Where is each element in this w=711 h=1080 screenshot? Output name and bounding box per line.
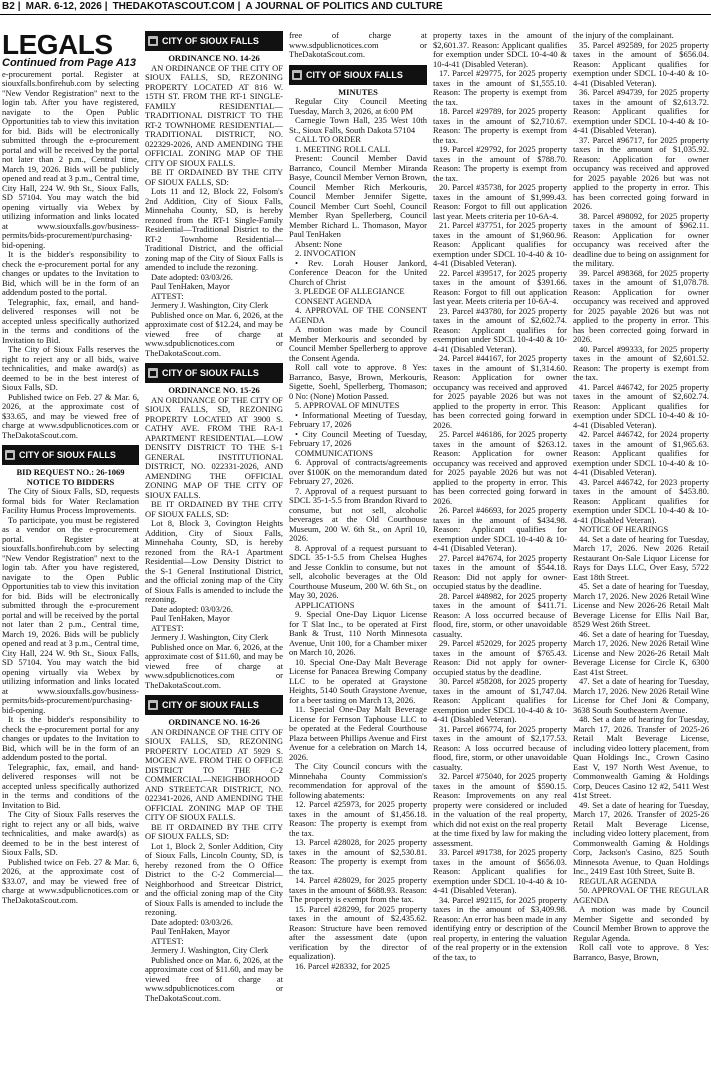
bid-paragraph: The City of Sioux Falls reserves the right to reject any or all bids, waive technicalities, and make award(s) as deemed to be in the best interest of Sioux Falls, SD. bbox=[2, 809, 139, 857]
intro-paragraph: It is the bidder's responsibility to check the e-procurement portal for any changes or updates to the Invitation to Bid, which will be in the form of an addendum posted to the portal. bbox=[2, 249, 139, 297]
ordinance-published: Published once on Mar. 6, 2026, at the approximate cost of $11.60, and may be viewed free of charge at www.sdpublicnotices.com or TheDakotaScout.com. bbox=[145, 954, 283, 1003]
hearing-item: 38. Parcel #98092, for 2025 property taxes in the amount of $962.11. Reason: Application for owner occupancy was received after the deadline due to being on assignment for the military. bbox=[573, 210, 709, 268]
city-seal-icon bbox=[148, 36, 158, 46]
city-seal-icon bbox=[5, 450, 15, 460]
abatement-item: 22. Parcel #39517, for 2025 property taxes in the amount of $391.66. Reason: Forgot to fill out application last year. Meets criteria per 10-6A-4. bbox=[433, 267, 567, 306]
masthead: B2 | MAR. 6-12, 2026 | THEDAKOTASCOUT.COM | A JOURNAL OF POLITICS AND CULTURE bbox=[0, 0, 711, 15]
city-seal-icon bbox=[148, 700, 158, 710]
minutes-paragraph: 13. Parcel #28028, for 2025 property taxes in the amount of $2,530.81. Reason: The property is exempt from the tax. bbox=[289, 837, 427, 876]
abatement-item: 19. Parcel #29792, for 2025 property taxes in the amount of $788.70. Reason: The property is exempt from the tax. bbox=[433, 144, 567, 183]
abatement-item: 30. Parcel #58208, for 2025 property taxes in the amount of $1,747.04. Reason: Applicant qualifies for exemption under SDCL 10-4-40 & 10-4-41 (Disabled Veteran). bbox=[433, 676, 567, 724]
page-number: B2 bbox=[2, 1, 15, 12]
column-3 bbox=[289, 31, 427, 1079]
minutes-paragraph: A motion was made by Council Member Merkouris and seconded by Council Member Spellerberg to approve the Consent Agenda. bbox=[289, 324, 427, 363]
minutes-paragraph: Absent: None bbox=[295, 238, 342, 249]
ordinance-mayor: Paul TenHaken, Mayor bbox=[151, 281, 230, 291]
minutes-paragraph: APPLICATIONS bbox=[295, 599, 355, 610]
ordinance-text: Lots 11 and 12, Block 22, Folsom's 2nd Addition, City of Sioux Falls, Minnehaha County, SD, is hereby rezoned from the RT-1 Single-Family Residential—Traditional District to the RT-2 Townhome Residential—Traditional District, and the official zoning map of the City of Sioux Falls is amended to include the rezoning. bbox=[145, 186, 283, 272]
abatement-item: 20. Parcel #35738, for 2025 property taxes in the amount of $1,999.43. Reason: Forgot to fill out application last year. Meets criteria per 10-6A-4. bbox=[433, 182, 567, 221]
minutes-paragraph: Carnegie Town Hall, 235 West 10th St., Sioux Falls, South Dakota 57104 bbox=[289, 115, 427, 135]
hearing-item: 49. Set a date of hearing for Tuesday, March 17, 2026. Transfer of 2025-26 Retail Malt Beverage License, including video lottery placement, from Commonwealth Gaming & Holdings Corp, Jackson's Casino, 825 South Minnesota Avenue, to Quan Holdings Inc., 2419 East 10th Street, Suite B. bbox=[573, 799, 709, 876]
minutes-paragraph: 14. Parcel #28029, for 2025 property taxes in the amount of $688.93. Reason: The property is exempt from the tax. bbox=[289, 875, 427, 904]
minutes-paragraph: Regular City Council Meeting Tuesday, March 3, 2026, at 6:00 PM bbox=[289, 96, 427, 116]
ordinance-attest: ATTEST: bbox=[151, 622, 184, 633]
intro-paragraph: The City of Sioux Falls reserves the right to reject any or all bids, waive technicalities, and make award(s) as deemed to be in the best interest of Sioux Falls, SD. bbox=[2, 344, 139, 392]
hearing-item: 46. Set a date of hearing for Tuesday, March 17, 2026. New 2026 Retail Wine License and New 2026-26 Retail Malt Beverage License for Circle K, 6300 East 41st Street. bbox=[573, 628, 709, 677]
ordinance-attest: ATTEST: bbox=[151, 935, 184, 946]
ordinance-published: Published once on Mar. 6, 2026, at the approximate cost of $12.24, and may be viewed free of charge at www.sdpublicnotices.com or TheDakotaScout.com. bbox=[145, 309, 283, 358]
minutes-paragraph: Roll call vote to approve. 8 Yes: Barranco, Basye, Brown, Merkouris, Sigette, Soehl, Spellerberg, Thomason; 0 No: (None) Motion Passed. bbox=[289, 362, 427, 401]
ordinance-published: Published once on Mar. 6, 2026, at the approximate cost of $11.60, and may be viewed free of charge at www.sdpublicnotices.com or TheDakotaScout.com. bbox=[145, 641, 283, 690]
hearing-item: 48. Set a date of hearing for Tuesday, March 17, 2026. Transfer of 2025-26 Retail Malt Beverage License, including video lottery placement, from Quan Holdings Inc., Crown Casino East V, 197 North West Avenue, to Commonwealth Gaming & Holdings Corp, Deuces Casino 12 #2, 5411 West 41st Street. bbox=[573, 714, 709, 800]
ordinance-adopted: Date adopted: 03/03/26. bbox=[151, 916, 233, 927]
abatement-list bbox=[433, 31, 567, 962]
bid-paragraph: To participate, you must be registered as a vendor on the e-procurement portal. Register at siouxfalls.bonfirehub.com by selecting "New Vendor Registration" next to the login tab. After you have registered, navigate to the Open Public Opportunities tab to view this invitation for bid. Bids will be electronically submitted through the e-procurement portal and will be received by the portal not later than 2 p.m., Central time, March 19, 2026. Bids will be publicly opened and read at 3 p.m., Central time, City Hall, 224 W. 9th St., Sioux Falls, SD 57104. You may watch the bid opening virtually via Webex by utilizing information and links located at www.siouxfalls.gov/business-permits/bids-procurement/purchasing-bid-opening. bbox=[2, 514, 139, 715]
abatement-item: 21. Parcel #37751, for 2025 property taxes in the amount of $1,960.96. Reason: Applicant qualifies for exemption under SDCL 10-4-40 & 10-4-41 (Disabled Veteran). bbox=[433, 220, 567, 268]
ordinance-title: ORDINANCE NO. 16-26 bbox=[168, 717, 260, 727]
ordinance-mayor: Paul TenHaken, Mayor bbox=[151, 613, 230, 623]
minutes-paragraph: COMMUNICATIONS bbox=[295, 447, 373, 458]
minutes-paragraph: CALL TO ORDER bbox=[295, 134, 361, 144]
ordinance-mayor: Paul TenHaken, Mayor bbox=[151, 926, 230, 936]
ordinance-attest: ATTEST: bbox=[151, 290, 184, 301]
abatement-item: 27. Parcel #47674, for 2025 property taxes in the amount of $544.18. Reason: Did not apply for owner-occupied status by the deadline. bbox=[433, 552, 567, 591]
minutes-paragraph: • Rev. Lorah Houser Jankord, Conference Deacon for the United Church of Christ bbox=[289, 257, 427, 287]
minutes-paragraph: 10. Special One-Day Malt Beverage License for Panacea Brewing Company LLC to be operated at Graystone Heights, 5140 South Graystone Avenue, for a beer tasting on March 13, 2026. bbox=[289, 656, 427, 705]
abatement-item: 31. Parcel #66774, for 2025 property taxes in the amount of $2,177.53. Reason: A loss occurred because of flood, fire, storm, or other unavoidable casualty. bbox=[433, 723, 567, 772]
ordinance-clerk: Jermery J. Washington, City Clerk bbox=[151, 632, 269, 642]
minutes-paragraph: 2. INVOCATION bbox=[295, 248, 356, 258]
column-4 bbox=[433, 31, 567, 1079]
bid-paragraph: It is the bidder's responsibility to check the e-procurement portal for any changes or updates to the Invitation to Bid, which will be in the form of an addendum posted to the portal. bbox=[2, 714, 139, 762]
hearing-item: Roll call vote to approve. 8 Yes: Barranco, Basye, Brown, bbox=[573, 942, 709, 962]
abatement-item: 33. Parcel #91738, for 2025 property taxes in the amount of $656.03. Reason: Applicant qualifies for exemption under SDCL 10-4-40 & 10-4-41 (Disabled Veteran). bbox=[433, 847, 567, 895]
minutes-paragraph: • Informational Meeting of Tuesday, February 17, 2026 bbox=[289, 409, 427, 429]
ordinance-clerk: Jermery J. Washington, City Clerk bbox=[151, 945, 269, 955]
ordinance-body: AN ORDINANCE OF THE CITY OF SIOUX FALLS, SD, REZONING PROPERTY LOCATED AT 5929 S. MOGEN AVE. FROM THE O OFFICE DISTRICT TO THE C-2 COMMERCIAL—NEIGHBORHOOD AND STREETCAR DISTRICT, NO. 022341-2026, AND AMENDING THE OFFICIAL ZONING MAP OF THE CITY OF SIOUX FALLS. bbox=[145, 726, 283, 822]
hearing-item: 44. Set a date of hearing for Tuesday, March 17, 2026. New 2026 Retail Restaurant On-Sale Liquor License for Rays for Days LLC, Over Easy, 5722 East 18th Street. bbox=[573, 533, 709, 582]
ordinance-body: AN ORDINANCE OF THE CITY OF SIOUX FALLS, SD, REZONING PROPERTY LOCATED AT 3900 S. CATHY AVE. FROM THE RA-1 APARTMENT RESIDENTIAL—LOW DENSITY DISTRICT TO THE S-1 GENERAL INSTITUTIONAL DISTRICT, NO. 022331-2026, AND AMENDING THE OFFICIAL ZONING MAP OF THE CITY OF SIOUX FALLS. bbox=[145, 394, 283, 500]
minutes-paragraph: 6. Approval of contracts/agreements over $100K on the memorandum dated February 27, 2026. bbox=[289, 457, 427, 486]
hearing-item: 43. Parcel #46742, for 2023 property taxes in the amount of $453.80. Reason: Applicant qualifies for exemption under SDCL 10-4-40 & 10-4-41 (Disabled Veteran). bbox=[573, 476, 709, 525]
abatement-item: 25. Parcel #46186, for 2025 property taxes in the amount of $263.12. Reason: Application for owner occupancy was received and approved for 2025 payable 2026 but was not applied to the property in error. This has been corrected going forward in 2026. bbox=[433, 429, 567, 506]
ordinance-clerk: Jermery J. Washington, City Clerk bbox=[151, 300, 269, 310]
hearing-item: A motion was made by Council Member Sigette and seconded by Council Member Brown to approve the Regular Agenda. bbox=[573, 904, 709, 943]
minutes-paragraph: 8. Approval of a request pursuant to SDCL 35-1-5.5 from Chelsea Hughes and Jesse Conklin to consume, but not sell, alcoholic beverages at the Old Courthouse Museum, 200 W. 6th St., on May 30, 2026. bbox=[289, 542, 427, 600]
ordinance-ordained: BE IT ORDAINED BY THE CITY OF SIOUX FALLS, SD: bbox=[145, 821, 283, 841]
notice-header: CITY OF SIOUX FALLS bbox=[145, 31, 283, 51]
minutes-paragraph: 4. APPROVAL OF THE CONSENT AGENDA bbox=[289, 305, 427, 325]
site-name: THEDAKOTASCOUT.COM bbox=[112, 1, 235, 12]
minutes-paragraph: The City Council concurs with the Minnehaha County Commission's recommendation for approval of the following abatements: bbox=[289, 761, 427, 800]
intro-paragraph: Published twice on Feb. 27 & Mar. 6, 2026, at the approximate cost of $33.65, and may be viewed free of charge at www.sdpublicnotices.com or TheDakotaScout.com. bbox=[2, 391, 139, 440]
hearing-item: 45. Set a date of hearing for Tuesday, March 17, 2026. New 2026 Retail Wine License and New 2026-26 Retail Malt Beverage License for Ellis Nail Bar, 8529 West 26th Street. bbox=[573, 581, 709, 629]
bid-paragraph: Telegraphic, fax, email, and hand-delivered responses will not be accepted unless specifically authorized in the terms and conditions of the Invitation to Bid. bbox=[2, 761, 139, 810]
minutes-paragraph: Present: Council Member David Barranco, Council Member Miranda Basye, Council Member Vernon Brown, Council Member Rich Merkouris, Council Member Jennifer Sigette, Council Member Curt Soehl, Council Member Ryan Spellerberg, Council Member Richard L. Thomason, Mayor Paul TenHaken bbox=[289, 153, 427, 239]
hearing-item: 42. Parcel #46742, for 2024 property taxes in the amount of $1,965.63. Reason: Applicant qualifies for exemption under SDCL 10-4-40 & 10-4-41 (Disabled Veteran). bbox=[573, 429, 709, 477]
ordinance-ordained: BE IT ORDAINED BY THE CITY OF SIOUX FALLS, SD: bbox=[145, 499, 283, 519]
intro-paragraph: e-procurement portal. Register at siouxfalls.bonfirehub.com by selecting "New Vendor Registration" next to the login tab. After you have registered, navigate to the Open Public Opportunities tab to view this invitation for bid. Bids will be electronically submitted through the e-procurement portal and will be received by the portal not later than 2 p.m., Central time, March 19, 2026. Bids will be publicly opened and read at 3 p.m., Central time, City Hall, 224 W. 9th St., Sioux Falls, SD 57104. You may watch the bid opening virtually via Webex by utilizing information and links located at www.siouxfalls.gov/business-permits/bids-procurement/purchasing-bid-opening. bbox=[2, 68, 139, 250]
hearing-item: REGULAR AGENDA bbox=[579, 875, 657, 886]
bid-subtitle: NOTICE TO BIDDERS bbox=[26, 476, 115, 487]
hearing-list bbox=[573, 31, 709, 962]
ordinance-text: Lot 1, Block 2, Sonler Addition, City of Sioux Falls, Lincoln County, SD, is hereby rezoned from the O Office District to the C-2 Commercial—Neighborhood and Streetcar District, and the official zoning map of the City of Sioux Falls is amended to include the rezoning. bbox=[145, 840, 283, 917]
abatement-item: 26. Parcel #46693, for 2025 property taxes in the amount of $434.98. Reason: Applicant qualifies for exemption under SDCL 10-4-40 & 10-4-41 (Disabled Veteran). bbox=[433, 505, 567, 553]
hearing-item: 36. Parcel #94739, for 2025 property taxes in the amount of $2,613.72. Reason: Applicant qualifies for exemption under SDCL 10-4-40 & 10-4-41 (Disabled Veteran). bbox=[573, 87, 709, 135]
minutes-paragraph: • City Council Meeting of Tuesday, February 17, 2026 bbox=[289, 428, 427, 448]
section-title: LEGALS bbox=[2, 31, 113, 60]
abatement-item: 29. Parcel #52029, for 2025 property taxes in the amount of $765.43. Reason: Did not apply for owner-occupied status by the deadline. bbox=[433, 638, 567, 677]
tagline: A JOURNAL OF POLITICS AND CULTURE bbox=[245, 1, 443, 12]
intro-paragraph: Telegraphic, fax, email, and hand-delivered responses will not be accepted unless specifically authorized in the terms and conditions of the Invitation to Bid. bbox=[2, 296, 139, 345]
ordinance-body: AN ORDINANCE OF THE CITY OF SIOUX FALLS, SD, REZONING PROPERTY LOCATED AT 816 W. 15TH ST. FROM THE RT-1 SINGLE-FAMILY RESIDENTIAL—TRADITIONAL DISTRICT TO THE RT-2 TOWNHOME RESIDENTIAL—TRADITIONAL DISTRICT, NO. 022329-2026, AND AMENDING THE OFFICIAL ZONING MAP OF THE CITY OF SIOUX FALLS. bbox=[145, 62, 283, 168]
notice-header: CITY OF SIOUX FALLS bbox=[2, 445, 139, 465]
hearing-item: 37. Parcel #96717, for 2025 property taxes in the amount of $1,035.92. Reason: Application for owner occupancy was received and approved for 2025 payable 2026 but was not applied to the property in error. This has been corrected going forward in 2026. bbox=[573, 134, 709, 211]
abatement-item: 18. Parcel #29789, for 2025 property taxes in the amount of $2,710.67. Reason: The property is exempt from the tax. bbox=[433, 106, 567, 145]
minutes-paragraph: 1. MEETING ROLL CALL bbox=[295, 143, 391, 154]
column-5 bbox=[573, 31, 709, 1079]
ordinance-adopted: Date adopted: 03/03/26. bbox=[151, 603, 233, 614]
ordinance-title: ORDINANCE NO. 15-26 bbox=[168, 385, 260, 395]
section-subtitle: Continued from Page A13 bbox=[2, 57, 137, 69]
hearing-item: 41. Parcel #46742, for 2025 property taxes in the amount of $2,602.74. Reason: Applicant qualifies for exemption under SDCL 10-4-40 & 10-4-41 (Disabled Veteran). bbox=[573, 381, 709, 430]
minutes-paragraph: 3. PLEDGE OF ALLEGIANCE bbox=[295, 286, 405, 296]
minutes-paragraph: 5. APPROVAL OF MINUTES bbox=[295, 400, 400, 410]
minutes-paragraph: 12. Parcel #25973, for 2025 property taxes in the amount of $1,456.18. Reason: The property is exempt from the tax. bbox=[289, 799, 427, 838]
minutes-paragraph: 16. Parcel #28332, for 2025 bbox=[295, 960, 390, 971]
minutes-title: MINUTES bbox=[338, 86, 378, 97]
abatement-item: 23. Parcel #43780, for 2025 property taxes in the amount of $2,602.74. Reason: Applicant qualifies for exemption under SDCL 10-4-40 & 10-4-41 (Disabled Veteran). bbox=[433, 305, 567, 354]
minutes-paragraph: 11. Special One-Day Malt Beverage License for Fernson Taphouse LLC to be operated at the Federal Courthouse Plaza between Phillips Avenue and First Avenue for a celebration on March 14, 2026. bbox=[289, 704, 427, 762]
hearing-item: 35. Parcel #92589, for 2025 property taxes in the amount of $656.04. Reason: Applicant qualifies for exemption under SDCL 10-4-40 & 10-4-41 (Disabled Veteran). bbox=[573, 39, 709, 88]
hearing-item: 39. Parcel #98368, for 2025 property taxes in the amount of $1,078.78. Reason: Application for owner occupancy was received and approved for 2025 payable 2026 but was not applied to the property in error. This has been corrected going forward in 2026. bbox=[573, 267, 709, 344]
column-2 bbox=[145, 31, 283, 1079]
ordinance-published-cont: free of charge at www.sdpublicnotices.com or TheDakotaScout.com. bbox=[289, 31, 427, 59]
hearing-item: NOTICE OF HEARINGS bbox=[579, 524, 669, 534]
abatement-item: 32. Parcel #75040, for 2025 property taxes in the amount of $590.15. Reason: Improvements on any real property were considered or included in the valuation of the real property, which did not exist on the real property at the time fixed by law for making the assessment. bbox=[433, 771, 567, 848]
ordinance-text: Lot 8, Block 3, Covington Heights Addition, City of Sioux Falls, Minnehaha County, SD, is hereby rezoned from the RA-1 Apartment Residential—Low Density District to the S-1 General Institutional District, and the official zoning map of the City of Sioux Falls is amended to include the rezoning. bbox=[145, 518, 283, 604]
abatement-item: property taxes in the amount of $2,601.37. Reason: Applicant qualifies for exemption under SDCL 10-4-40 & 10-4-41 (Disabled Veteran). bbox=[433, 31, 567, 69]
abatement-item: 24. Parcel #44167, for 2025 property taxes in the amount of $1,314.60. Reason: Application for owner occupancy was received and approved for 2025 payable 2026 but was not applied to the property in error. This has been corrected going forward in 2026. bbox=[433, 353, 567, 430]
city-seal-icon bbox=[148, 368, 158, 378]
minutes-paragraph: 7. Approval of a request pursuant to SDCL 35-1-5.5 from Brandon Rivard to consume, but not sell, alcoholic beverages at the Old Courthouse Museum, 200 W. 6th St., on April 10, 2026. bbox=[289, 485, 427, 543]
hearing-item: the injury of the complainant. bbox=[573, 31, 674, 40]
ordinance-ordained: BE IT ORDAINED BY THE CITY OF SIOUX FALLS, SD: bbox=[145, 167, 283, 187]
minutes-paragraph: 15. Parcel #28299, for 2025 property taxes in the amount of $2,435.62. Reason: Structure have been removed after the assessment date (upon verification by the director of equalization). bbox=[289, 903, 427, 961]
bid-paragraph: Published twice on Feb. 27 & Mar. 6, 2026, at the approximate cost of $33.07, and may be viewed free of charge at www.sdpublicnotices.com or TheDakotaScout.com. bbox=[2, 856, 139, 905]
bid-paragraph: The City of Sioux Falls, SD, requests formal bids for Water Reclamation Facility Humus Process Improvements. bbox=[2, 486, 139, 515]
hearing-item: 40. Parcel #99333, for 2025 property taxes in the amount of $2,601.52. Reason: The property is exempt from the tax. bbox=[573, 343, 709, 382]
abatement-item: 17. Parcel #29775, for 2025 property taxes in the amount of $1,555.10. Reason: The property is exempt from the tax. bbox=[433, 68, 567, 107]
column-1 bbox=[2, 31, 139, 1079]
ordinance-adopted: Date adopted: 03/03/26. bbox=[151, 271, 233, 282]
notice-header: CITY OF SIOUX FALLS bbox=[145, 695, 283, 715]
issue-date: MAR. 6-12, 2026 bbox=[25, 1, 102, 12]
minutes-list bbox=[289, 97, 427, 971]
hearing-item: 47. Set a date of hearing for Tuesday, March 17, 2026. New 2026 Retail Wine License for Chef Joni & Company, 3638 South Southeastern Avenue. bbox=[573, 676, 709, 715]
minutes-paragraph: 9. Special One-Day Liquor License for T Slat Inc., to be operated at First Bank & Trust, 110 North Minnesota Avenue, Unit 100, for a Chamber mixer on March 10, 2026. bbox=[289, 609, 427, 657]
minutes-paragraph: CONSENT AGENDA bbox=[295, 295, 372, 306]
bid-title: BID REQUEST NO.: 26-1069 bbox=[16, 467, 125, 477]
ordinance-title: ORDINANCE NO. 14-26 bbox=[168, 53, 260, 63]
city-seal-icon bbox=[292, 70, 302, 80]
notice-header: CITY OF SIOUX FALLS bbox=[145, 363, 283, 383]
notice-header: CITY OF SIOUX FALLS bbox=[289, 65, 427, 85]
hearing-item: 50. APPROVAL OF THE REGULAR AGENDA bbox=[573, 885, 709, 905]
abatement-item: 28. Parcel #48982, for 2025 property taxes in the amount of $411.71. Reason: A loss occurred because of flood, fire, storm, or other unavoidable casualty. bbox=[433, 590, 567, 639]
abatement-item: 34. Parcel #92115, for 2025 property taxes in the amount of $3,409.98. Reason: An error has been made in any identifying entry or description of the real property, in entering the valuation of the real property or in the extension of the tax, to bbox=[433, 894, 567, 962]
